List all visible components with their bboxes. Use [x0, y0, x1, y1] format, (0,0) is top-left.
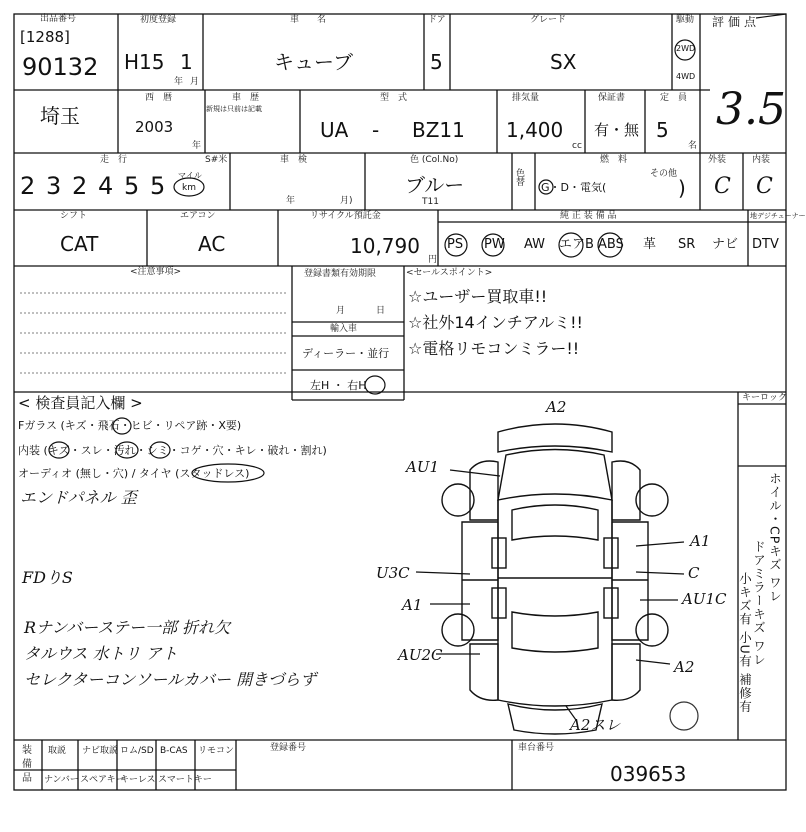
import-label: 輸入車 — [330, 324, 358, 334]
tuner-label: 地デジチューナー — [750, 212, 806, 220]
score-label: 評価点 — [712, 15, 761, 29]
fuel-label: 燃 料 — [600, 155, 628, 165]
year-unit: 年 — [174, 77, 184, 87]
car-name-label: 車 名 — [290, 15, 327, 25]
side-text-line: ドアミラーキズ ワレ — [751, 540, 767, 667]
model-prefix: UA — [320, 118, 349, 142]
diagram-label: AU1C — [682, 590, 727, 608]
diagram-label: U3C — [376, 564, 410, 582]
fuel-close: ) — [678, 176, 686, 200]
sales-point: ☆社外14インチアルミ!! — [408, 313, 583, 332]
equipment-item: ABS — [598, 237, 624, 252]
inspector-line2: 内装 (キズ・スレ・汚れ・シミ・コゲ・穴・キレ・破れ・割れ) — [18, 444, 327, 457]
inspector-line1: Fガラス (キズ・飛石・ヒビ・リペア跡・X要) — [18, 419, 242, 432]
equipment-item: エアB — [559, 237, 594, 252]
chassis-number-label: 車台番号 — [518, 743, 555, 753]
seats: 5 — [656, 118, 669, 142]
mileage-digit: 3 — [46, 172, 62, 200]
diagram-label: AU1 — [406, 458, 440, 476]
cc-unit: cc — [572, 141, 582, 151]
meter-label: S#米 — [205, 155, 228, 165]
handle: 左H ・ 右H — [310, 379, 367, 392]
score: 3.5 — [716, 84, 786, 135]
import-value: ディーラー・並行 — [302, 347, 390, 360]
region: 埼玉 — [40, 104, 80, 128]
equipment-item: PW — [484, 237, 505, 252]
lot-number: 90132 — [22, 53, 99, 81]
chassis-number: 039653 — [610, 762, 687, 786]
western-label: 西 暦 — [145, 93, 173, 103]
inspector-title: < 検査員記入欄 > — [18, 394, 143, 412]
lot-label: 出品番号 — [40, 14, 77, 24]
reg-number-label: 登録番号 — [270, 743, 307, 753]
recycle-label: リサイクル預託金 — [310, 211, 381, 221]
exterior: C — [714, 174, 731, 199]
yen-unit: 円 — [428, 255, 438, 265]
model-dash: - — [372, 118, 380, 142]
sales-point: ☆電格リモコンミラー!! — [408, 339, 580, 358]
mileage-digit: 5 — [150, 172, 166, 200]
drive-2wd: 2WD — [676, 44, 696, 53]
hand-note: FDりS — [22, 568, 73, 587]
chassis-label: 車 歴 — [232, 93, 260, 103]
equipment-label: 純 正 装 備 品 — [560, 211, 617, 221]
inspection-month: 月) — [340, 196, 353, 206]
footer-item: ロム/SD — [120, 746, 154, 756]
interior: C — [756, 174, 773, 199]
first-reg-label: 初度登録 — [140, 15, 177, 25]
mileage-digit: 2 — [20, 172, 36, 200]
car-name: キューブ — [274, 50, 353, 74]
reg-label: 登録書類有効期限 — [304, 269, 377, 279]
displacement: 1,400 — [506, 118, 564, 142]
mileage-digit: 2 — [72, 172, 88, 200]
fuel-other: その他 — [650, 169, 678, 179]
doors: 5 — [430, 50, 443, 74]
warranty-label: 保証書 — [598, 93, 626, 103]
exterior-label: 外装 — [708, 155, 727, 165]
diagram-label: A2 — [674, 658, 695, 676]
reg-day: 日 — [376, 306, 386, 316]
diagram-label: A1 — [402, 596, 423, 614]
diagram-label: C — [688, 564, 700, 582]
month-unit: 月 — [190, 77, 200, 87]
hand-note: エンドパネル 歪 — [20, 488, 137, 507]
diagram-label: A2 — [546, 398, 567, 416]
diagram-label: A2スレ — [570, 716, 621, 734]
chassis-note: 新規は只前は記載 — [206, 105, 262, 113]
color-change-label: 色替 — [516, 169, 526, 188]
side-text-line: ホイル・CPキズ ワレ — [767, 472, 783, 604]
equipment-item: AW — [524, 237, 546, 252]
footer-item: スペアキー — [80, 775, 125, 785]
km-unit: km — [182, 183, 196, 193]
footer-item: キーレス — [120, 775, 156, 785]
displacement-label: 排気量 — [512, 93, 540, 103]
aircon: AC — [198, 232, 226, 256]
hand-note: セレクターコンソールカバー 開きづらず — [24, 670, 317, 689]
interior-label: 内装 — [752, 155, 771, 165]
keylock-label: キーロック — [742, 393, 787, 403]
drive-4wd: 4WD — [676, 72, 696, 81]
footer-item: スマートキー — [158, 775, 212, 785]
footer-item: ナビ取説 — [82, 746, 119, 756]
shift-label: シフト — [60, 211, 88, 221]
inspection-label: 車 検 — [280, 155, 308, 165]
grade: SX — [550, 50, 577, 74]
accessories-label: 装備品 — [22, 745, 32, 784]
aircon-label: エアコン — [180, 211, 216, 221]
color-code: T11 — [422, 197, 439, 207]
seats-label: 定 員 — [660, 93, 688, 103]
diagram-label: AU2C — [398, 646, 443, 664]
mileage-digit: 4 — [98, 172, 114, 200]
seats-unit: 名 — [688, 141, 698, 151]
footer-item: 取説 — [48, 746, 67, 756]
color-label: 色 (Col.No) — [410, 155, 459, 165]
side-text-line: 小キズ有 小U有 補修有 — [737, 572, 753, 714]
warranty: 有・無 — [594, 121, 640, 139]
western-year: 2003 — [135, 118, 174, 136]
mile-unit: マイル — [178, 171, 202, 180]
footer-item: ナンバー — [44, 775, 79, 785]
lot-bracket: [1288] — [20, 28, 70, 46]
inspection-year: 年 — [286, 196, 296, 206]
car-diagram — [442, 424, 668, 734]
western-year-unit: 年 — [192, 141, 202, 151]
diagram-label: A1 — [690, 532, 711, 550]
footer-item: リモコン — [198, 746, 235, 756]
sales-label: <セールスポイント> — [406, 268, 493, 278]
reg-month: 月 — [336, 306, 346, 316]
footer-item: B-CAS — [160, 746, 188, 756]
first-reg-year: 1 — [180, 50, 193, 74]
equipment-item: DTV — [752, 237, 779, 252]
first-reg-era: H15 — [124, 50, 165, 74]
mileage-digit: 5 — [124, 172, 140, 200]
inspector-line3: オーディオ (無し・穴) / タイヤ (スタッドレス) — [18, 467, 250, 480]
fuel: G・D・電気( — [541, 181, 607, 194]
color: ブルー — [405, 173, 465, 197]
equipment-item: ナビ — [712, 237, 739, 252]
model-label: 型 式 — [380, 93, 408, 103]
drive-label: 駆動 — [676, 15, 695, 25]
sales-point: ☆ユーザー買取車!! — [408, 287, 548, 306]
hand-note: タルウス 水トリ アト — [24, 644, 178, 663]
equipment-item: PS — [447, 237, 464, 252]
doors-label: ドア — [428, 15, 446, 25]
equipment-item: 革 — [643, 237, 657, 252]
caution-label: <注意事項> — [130, 267, 182, 277]
equipment-item: SR — [678, 237, 696, 252]
grade-label: グレード — [530, 15, 567, 25]
model-code: BZ11 — [412, 118, 465, 142]
mileage-label: 走 行 — [100, 155, 128, 165]
recycle: 10,790 — [350, 234, 420, 258]
hand-note: Rナンバーステー一部 折れ欠 — [24, 618, 231, 637]
shift: CAT — [60, 232, 99, 256]
